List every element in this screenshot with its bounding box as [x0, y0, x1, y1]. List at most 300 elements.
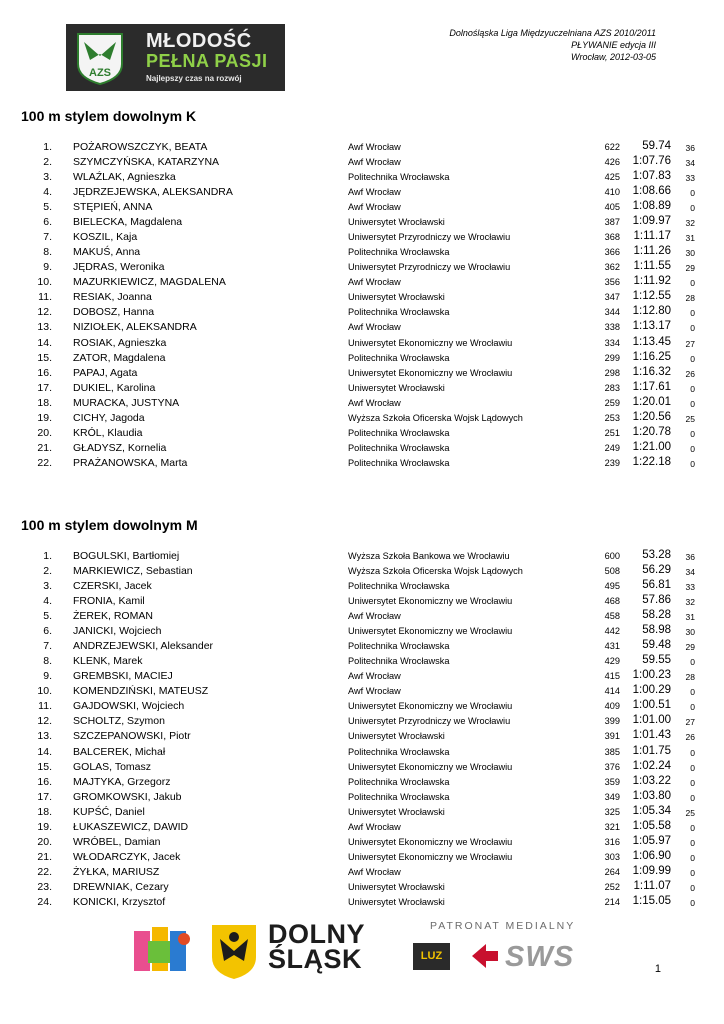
league-score: 0 — [690, 278, 695, 289]
club-name: Uniwersytet Ekonomiczny we Wrocławiu — [348, 851, 513, 862]
fina-points: 347 — [604, 292, 620, 303]
league-score: 34 — [685, 158, 695, 169]
athlete-name: NIZIOŁEK, ALEKSANDRA — [73, 321, 197, 334]
league-score: 26 — [685, 732, 695, 743]
result-row — [0, 321, 724, 336]
position: 19. — [37, 411, 52, 424]
swim-time: 1:00.29 — [632, 684, 671, 697]
swim-time: 1:07.83 — [632, 170, 671, 183]
swim-time: 59.48 — [642, 639, 671, 652]
swim-time: 1:00.51 — [632, 699, 671, 712]
result-row — [0, 246, 724, 261]
athlete-name: KOMENDZIŃSKI, MATEUSZ — [73, 685, 209, 698]
result-row — [0, 291, 724, 306]
club-name: Politechnika Wrocławska — [348, 791, 450, 802]
page-number: 1 — [654, 963, 661, 975]
swim-time: 1:02.24 — [632, 759, 671, 772]
result-row — [0, 821, 724, 836]
swim-time: 1:08.89 — [632, 200, 671, 213]
club-name: Awf Wrocław — [348, 611, 401, 622]
fina-points: 316 — [604, 836, 620, 847]
club-name: Awf Wrocław — [348, 397, 401, 408]
position: 7. — [43, 231, 52, 244]
league-score: 0 — [690, 398, 695, 409]
league-score: 0 — [690, 383, 695, 394]
league-score: 27 — [685, 338, 695, 349]
club-name: Uniwersytet Ekonomiczny we Wrocławiu — [348, 367, 513, 378]
fina-points: 334 — [604, 337, 620, 348]
result-row — [0, 610, 724, 625]
league-score: 36 — [685, 552, 695, 562]
club-name: Awf Wrocław — [348, 866, 401, 877]
league-score: 0 — [690, 188, 695, 199]
fina-points: 385 — [604, 746, 620, 757]
fina-points: 362 — [604, 262, 620, 273]
position: 6. — [43, 625, 52, 638]
result-row — [0, 595, 724, 610]
swim-time: 56.29 — [642, 564, 671, 577]
league-score: 28 — [685, 293, 695, 304]
athlete-name: MAKUŚ, Anna — [73, 246, 141, 259]
league-score: 31 — [685, 233, 695, 244]
position: 4. — [43, 595, 52, 608]
club-name: Uniwersytet Wrocławski — [348, 881, 445, 892]
athlete-name: MURACKA, JUSTYNA — [73, 396, 180, 409]
athlete-name: DREWNIAK, Cezary — [73, 880, 169, 893]
club-name: Politechnika Wrocławska — [348, 641, 450, 652]
discipline: PŁYWANIE edycja III — [571, 40, 656, 50]
result-row — [0, 306, 724, 321]
result-row — [0, 746, 724, 761]
result-row — [0, 866, 724, 881]
fina-points: 495 — [604, 581, 620, 592]
fina-points: 239 — [604, 457, 620, 468]
fina-points: 468 — [604, 596, 620, 607]
result-row — [0, 685, 724, 700]
league-score: 29 — [685, 642, 695, 653]
place-date: Wrocław, 2012-03-05 — [570, 52, 656, 62]
swim-time: 1:05.34 — [632, 804, 671, 817]
result-row — [0, 896, 724, 911]
athlete-name: DOBOSZ, Hanna — [73, 306, 155, 319]
fina-points: 303 — [604, 851, 620, 862]
position: 21. — [37, 441, 52, 454]
swim-time: 1:13.45 — [632, 335, 671, 348]
athlete-name: JĘDRAS, Weronika — [73, 261, 165, 274]
athlete-name: ANDRZEJEWSKI, Aleksander — [73, 640, 214, 653]
swim-time: 1:16.25 — [632, 350, 671, 363]
fina-points: 366 — [604, 247, 620, 258]
club-name: Politechnika Wrocławska — [348, 352, 450, 363]
fina-points: 405 — [604, 202, 620, 213]
result-row — [0, 836, 724, 851]
fina-points: 299 — [604, 352, 620, 363]
club-name: Politechnika Wrocławska — [348, 457, 450, 468]
league-title: Dolnośląska Liga Międzyuczelniana AZS 2010/2011 — [449, 28, 656, 38]
club-name: Awf Wrocław — [348, 142, 401, 152]
swim-time: 53.28 — [642, 549, 671, 561]
league-score: 30 — [685, 627, 695, 638]
result-row — [0, 565, 724, 580]
league-score: 0 — [690, 882, 695, 893]
sws-logo: SWS — [505, 941, 575, 973]
result-row — [0, 171, 724, 186]
section-title-women: 100 m stylem dowolnym K — [21, 108, 197, 124]
azs-eagle-shield-icon — [74, 30, 126, 86]
swim-time: 1:11.17 — [633, 230, 671, 243]
athlete-name: FRONIA, Kamil — [73, 595, 145, 608]
club-name: Awf Wrocław — [348, 277, 401, 288]
document-header — [449, 27, 656, 63]
fina-points: 368 — [604, 232, 620, 243]
league-score: 0 — [690, 822, 695, 833]
swim-time: 59.74 — [642, 140, 671, 152]
swim-time: 1:16.32 — [632, 365, 671, 378]
league-score: 25 — [685, 807, 695, 818]
position: 3. — [43, 580, 52, 593]
league-score: 0 — [690, 203, 695, 214]
result-row — [0, 141, 724, 156]
athlete-name: KOSZIL, Kaja — [73, 231, 138, 244]
result-row — [0, 201, 724, 216]
result-row — [0, 457, 724, 472]
club-name: Uniwersytet Ekonomiczny we Wrocławiu — [348, 337, 513, 348]
club-name: Politechnika Wrocławska — [348, 307, 450, 318]
league-score: 33 — [685, 582, 695, 593]
fina-points: 426 — [604, 157, 620, 168]
athlete-name: BOGULSKI, Bartłomiej — [73, 550, 180, 562]
league-score: 29 — [685, 263, 695, 274]
fina-points: 508 — [604, 566, 620, 577]
position: 17. — [37, 790, 52, 803]
position: 21. — [37, 850, 52, 863]
swim-time: 1:20.56 — [632, 410, 671, 423]
league-score: 0 — [690, 353, 695, 364]
result-row — [0, 580, 724, 595]
fina-points: 359 — [604, 776, 620, 787]
club-name: Awf Wrocław — [348, 821, 401, 832]
athlete-name: ŁUKASZEWICZ, DAWID — [73, 820, 189, 833]
athlete-name: ŻYŁKA, MARIUSZ — [73, 865, 160, 878]
league-score: 0 — [690, 428, 695, 439]
athlete-name: RESIAK, Joanna — [73, 291, 152, 304]
athlete-name: SZCZEPANOWSKI, Piotr — [73, 730, 191, 743]
result-row — [0, 412, 724, 427]
dolny-slask-eagle-crest-icon — [210, 923, 258, 981]
fina-points: 415 — [604, 671, 620, 682]
swim-time: 1:09.99 — [632, 864, 671, 877]
position: 17. — [37, 381, 52, 394]
position: 12. — [37, 715, 52, 728]
fina-points: 410 — [604, 187, 620, 198]
athlete-name: ŻEREK, ROMAN — [73, 610, 153, 623]
club-name: Politechnika Wrocławska — [348, 776, 450, 787]
fina-points: 251 — [604, 427, 620, 438]
athlete-name: KRÓL, Klaudia — [73, 426, 143, 439]
athlete-name: JANICKI, Wojciech — [73, 625, 162, 638]
swim-time: 1:01.75 — [632, 744, 671, 757]
club-name: Uniwersytet Przyrodniczy we Wrocławiu — [348, 262, 511, 273]
league-score: 31 — [685, 612, 695, 623]
club-name: Politechnika Wrocławska — [348, 442, 450, 453]
athlete-name: KUPŚĆ, Daniel — [73, 805, 145, 818]
club-name: Uniwersytet Przyrodniczy we Wrocławiu — [348, 232, 511, 243]
fina-points: 356 — [604, 277, 620, 288]
result-row — [0, 791, 724, 806]
fina-points: 399 — [604, 716, 620, 727]
dolny-slask-wordmark: DOLNY ŚLĄSK — [268, 919, 365, 974]
league-score: 30 — [685, 248, 695, 259]
result-row — [0, 761, 724, 776]
result-row — [0, 382, 724, 397]
athlete-name: GŁADYSZ, Kornelia — [73, 441, 167, 454]
result-row — [0, 881, 724, 896]
league-score: 0 — [690, 747, 695, 758]
swim-time: 1:12.55 — [632, 290, 671, 303]
athlete-name: CICHY, Jagoda — [73, 411, 145, 424]
position: 8. — [43, 246, 52, 259]
result-row — [0, 397, 724, 412]
athlete-name: GOLAS, Tomasz — [73, 760, 152, 773]
athlete-name: ROSIAK, Agnieszka — [73, 336, 167, 349]
swim-time: 1:11.55 — [633, 260, 671, 273]
club-name: Uniwersytet Wrocławski — [348, 292, 445, 303]
athlete-name: BIELECKA, Magdalena — [73, 216, 183, 229]
position: 16. — [37, 775, 52, 788]
fina-points: 283 — [604, 382, 620, 393]
club-name: Awf Wrocław — [348, 686, 401, 697]
league-score: 27 — [685, 717, 695, 728]
result-row — [0, 806, 724, 821]
league-score: 0 — [690, 762, 695, 773]
swim-time: 1:15.05 — [632, 894, 671, 907]
logo-tagline: Najlepszy czas na rozwój — [146, 74, 242, 83]
position: 11. — [38, 700, 52, 713]
league-score: 0 — [690, 458, 695, 469]
club-name: Uniwersytet Wrocławski — [348, 896, 445, 907]
club-name: Uniwersytet Wrocławski — [348, 731, 445, 742]
swim-time: 1:08.66 — [632, 185, 671, 198]
fina-points: 253 — [604, 412, 620, 423]
fina-points: 425 — [604, 172, 620, 183]
league-score: 25 — [685, 413, 695, 424]
swim-time: 1:17.61 — [632, 380, 671, 393]
position: 20. — [37, 426, 52, 439]
position: 19. — [37, 820, 52, 833]
fina-points: 264 — [604, 866, 620, 877]
swim-time: 1:01.00 — [632, 714, 671, 727]
fina-points: 259 — [604, 397, 620, 408]
league-score: 32 — [685, 597, 695, 608]
fina-points: 414 — [604, 686, 620, 697]
position: 8. — [43, 655, 52, 668]
club-name: Uniwersytet Ekonomiczny we Wrocławiu — [348, 701, 513, 712]
club-name: Politechnika Wrocławska — [348, 172, 450, 183]
club-name: Uniwersytet Wrocławski — [348, 382, 445, 393]
result-row — [0, 186, 724, 201]
league-score: 34 — [685, 567, 695, 578]
club-name: Wyższa Szkoła Oficerska Wojsk Lądowych — [348, 412, 523, 423]
fina-points: 298 — [604, 367, 620, 378]
swim-time: 58.98 — [642, 624, 671, 637]
athlete-name: WŁODARCZYK, Jacek — [73, 850, 181, 863]
position: 1. — [43, 550, 52, 562]
position: 1. — [43, 141, 52, 153]
league-score: 0 — [690, 792, 695, 803]
club-name: Politechnika Wrocławska — [348, 247, 450, 258]
position: 23. — [37, 880, 52, 893]
position: 6. — [43, 216, 52, 229]
athlete-name: WLAŹLAK, Agnieszka — [73, 171, 176, 184]
swim-time: 1:21.00 — [632, 440, 671, 453]
logo-line1: MŁODOŚĆ — [146, 30, 252, 52]
league-score: 0 — [690, 852, 695, 863]
club-name: Politechnika Wrocławska — [348, 656, 450, 667]
club-name: Politechnika Wrocławska — [348, 746, 450, 757]
club-name: Awf Wrocław — [348, 202, 401, 213]
swim-time: 59.55 — [642, 654, 671, 667]
result-row — [0, 640, 724, 655]
result-row — [0, 851, 724, 866]
swim-time: 57.86 — [642, 594, 671, 607]
sws-arrow-icon — [470, 941, 500, 971]
position: 2. — [43, 565, 52, 578]
league-score: 0 — [690, 867, 695, 878]
fina-points: 376 — [604, 761, 620, 772]
athlete-name: BALCEREK, Michał — [73, 745, 166, 758]
fina-points: 344 — [604, 307, 620, 318]
swim-time: 1:11.07 — [633, 879, 671, 892]
result-row — [0, 776, 724, 791]
league-score: 26 — [685, 368, 695, 379]
position: 22. — [37, 865, 52, 878]
logo-line2: PEŁNA PASJI — [146, 51, 268, 71]
athlete-name: MAJTYKA, Grzegorz — [73, 775, 171, 788]
fina-points: 409 — [604, 701, 620, 712]
result-row — [0, 156, 724, 171]
swim-time: 1:22.18 — [632, 455, 671, 468]
swim-time: 1:09.97 — [632, 215, 671, 228]
swim-time: 1:13.17 — [632, 320, 671, 333]
athlete-name: SZYMCZYŃSKA, KATARZYNA — [73, 156, 220, 169]
swim-time: 58.28 — [642, 609, 671, 622]
result-row — [0, 655, 724, 670]
result-row — [0, 730, 724, 745]
patronat-medialny-label: PATRONAT MEDIALNY — [430, 920, 576, 932]
swim-time: 1:11.26 — [633, 245, 671, 258]
athlete-name: POŻAROWSZCZYK, BEATA — [73, 141, 208, 153]
swim-time: 1:07.76 — [632, 155, 671, 168]
position: 20. — [37, 835, 52, 848]
athlete-name: GROMKOWSKI, Jakub — [73, 790, 182, 803]
result-row — [0, 715, 724, 730]
position: 14. — [37, 336, 52, 349]
athlete-name: STĘPIEŃ, ANNA — [73, 201, 153, 214]
swim-time: 1:05.97 — [632, 834, 671, 847]
swim-time: 1:00.23 — [632, 669, 671, 682]
club-name: Awf Wrocław — [348, 187, 401, 198]
position: 13. — [37, 321, 52, 334]
result-row — [0, 261, 724, 276]
athlete-name: WRÓBEL, Damian — [73, 835, 161, 848]
position: 5. — [43, 610, 52, 623]
league-score: 28 — [685, 672, 695, 683]
athlete-name: GAJDOWSKI, Wojciech — [73, 700, 185, 713]
club-name: Awf Wrocław — [348, 157, 401, 168]
mlodosc-pelna-pasji-logo — [66, 24, 285, 91]
club-name: Uniwersytet Ekonomiczny we Wrocławiu — [348, 596, 513, 607]
athlete-name: DUKIEL, Karolina — [73, 381, 156, 394]
league-score: 0 — [690, 777, 695, 788]
result-row — [0, 352, 724, 367]
result-row — [0, 625, 724, 640]
club-name: Uniwersytet Ekonomiczny we Wrocławiu — [348, 836, 513, 847]
athlete-name: CZERSKI, Jacek — [73, 580, 152, 593]
athlete-name: GREMBSKI, MACIEJ — [73, 670, 173, 683]
position: 4. — [43, 186, 52, 199]
result-row — [0, 231, 724, 246]
result-row — [0, 276, 724, 291]
result-row — [0, 367, 724, 382]
fina-points: 431 — [604, 641, 620, 652]
athlete-name: MARKIEWICZ, Sebastian — [73, 565, 193, 578]
fina-points: 321 — [604, 821, 620, 832]
league-score: 0 — [690, 308, 695, 319]
result-row — [0, 550, 724, 565]
wroclaw-logo-icon — [130, 923, 200, 985]
athlete-name: KLENK, Marek — [73, 655, 143, 668]
athlete-name: MAZURKIEWICZ, MAGDALENA — [73, 276, 226, 289]
league-score: 33 — [685, 173, 695, 184]
position: 18. — [37, 396, 52, 409]
athlete-name: PAPAJ, Agata — [73, 366, 138, 379]
swim-time: 1:06.90 — [632, 849, 671, 862]
league-score: 0 — [690, 323, 695, 334]
swim-time: 56.81 — [642, 579, 671, 592]
fina-points: 391 — [604, 731, 620, 742]
club-name: Uniwersytet Wrocławski — [348, 217, 445, 228]
league-score: 0 — [690, 443, 695, 454]
fina-points: 249 — [604, 442, 620, 453]
result-row — [0, 216, 724, 231]
club-name: Uniwersytet Ekonomiczny we Wrocławiu — [348, 761, 513, 772]
club-name: Uniwersytet Ekonomiczny we Wrocławiu — [348, 626, 513, 637]
athlete-name: KONICKI, Krzysztof — [73, 895, 166, 908]
athlete-name: PRAŻANOWSKA, Marta — [73, 456, 188, 469]
fina-points: 442 — [604, 626, 620, 637]
fina-points: 387 — [604, 217, 620, 228]
fina-points: 622 — [604, 142, 620, 152]
position: 7. — [43, 640, 52, 653]
fina-points: 429 — [604, 656, 620, 667]
fina-points: 458 — [604, 611, 620, 622]
club-name: Wyższa Szkoła Bankowa we Wrocławiu — [348, 551, 510, 561]
position: 16. — [37, 366, 52, 379]
club-name: Awf Wrocław — [348, 671, 401, 682]
position: 24. — [37, 895, 52, 908]
swim-time: 1:11.92 — [633, 275, 671, 288]
athlete-name: ZATOR, Magdalena — [73, 351, 166, 364]
league-score: 0 — [690, 837, 695, 848]
result-row — [0, 442, 724, 457]
position: 11. — [38, 291, 52, 304]
position: 13. — [37, 730, 52, 743]
fina-points: 349 — [604, 791, 620, 802]
fina-points: 600 — [604, 551, 620, 561]
position: 2. — [43, 156, 52, 169]
result-row — [0, 700, 724, 715]
position: 15. — [37, 351, 52, 364]
